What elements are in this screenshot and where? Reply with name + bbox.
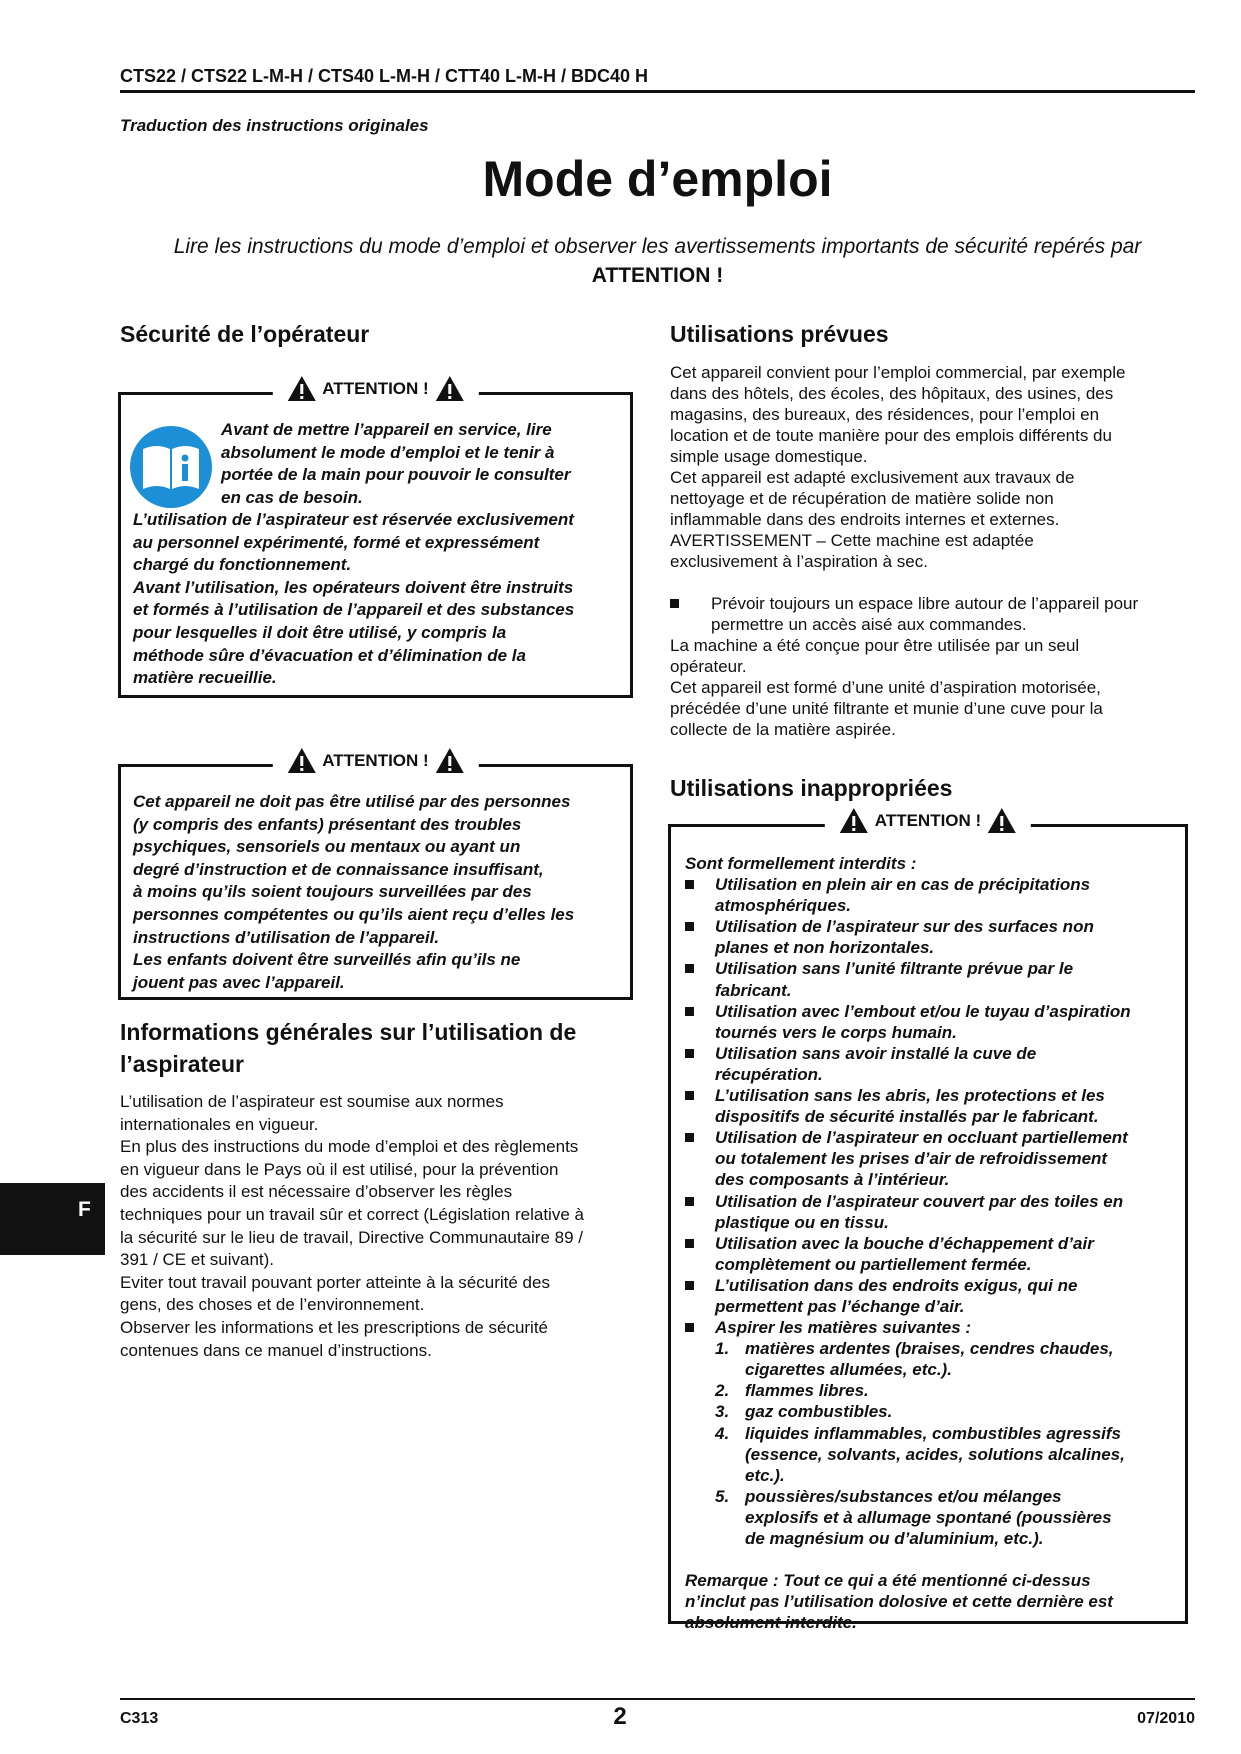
text-line: Prévoir toujours un espace libre autour de l’appareil pour — [711, 594, 1139, 613]
warning-label-text: ATTENTION ! — [322, 378, 429, 398]
bullet-square-icon — [685, 1049, 694, 1058]
text-line: opérateur. — [670, 657, 747, 676]
list-item — [670, 593, 1138, 635]
bullet-square-icon — [685, 1281, 694, 1290]
text-line: dans des hôtels, des écoles, des hôpitaux, des usines, des — [670, 384, 1114, 403]
children-warning-text — [133, 791, 574, 994]
warning-line: chargé du fonctionnement. — [133, 555, 352, 575]
list-item — [685, 1338, 1180, 1380]
text-line: internationales en vigueur. — [120, 1114, 319, 1134]
warning-label — [272, 375, 478, 402]
translation-note: Traduction des instructions originales — [120, 116, 429, 135]
text-line: magasins, des bureaux, des résidences, pour l’emploi en — [670, 405, 1100, 424]
item-number: 5. — [715, 1486, 730, 1506]
bullet-square-icon — [685, 1133, 694, 1142]
text-line: permettre un accès aisé aux commandes. — [711, 615, 1027, 634]
warning-triangle-icon — [286, 375, 316, 402]
warning-triangle-icon — [435, 375, 465, 402]
heading-line: l’aspirateur — [120, 1051, 244, 1077]
warning-line: à moins qu’ils soient toujours surveillées par des — [133, 882, 532, 902]
list-item — [685, 1127, 1180, 1190]
text-line: flammes libres. — [745, 1381, 869, 1401]
prohibited-list — [685, 874, 1180, 1338]
item-number: 4. — [715, 1423, 730, 1443]
text-line: des composants à l’intérieur. — [715, 1170, 950, 1190]
warning-line: portée de la main pour pouvoir le consulter — [221, 465, 571, 485]
text-line: complètement ou partiellement fermée. — [715, 1254, 1032, 1274]
document-date: 07/2010 — [1137, 1710, 1195, 1727]
text-line: Aspirer les matières suivantes : — [715, 1318, 972, 1338]
text-line: n’inclut pas l’utilisation dolosive et cette dernière est — [685, 1592, 1113, 1612]
text-line: récupération. — [715, 1064, 823, 1084]
text-line: matières ardentes (braises, cendres chaudes, — [745, 1339, 1114, 1359]
intro-emphasis: ATTENTION ! — [591, 264, 724, 287]
operator-safety-warning-box — [118, 378, 633, 698]
warning-line: absolument le mode d’emploi et le tenir à — [221, 442, 555, 462]
heading-line: Informations générales sur l’utilisation de — [120, 1019, 577, 1045]
list-item — [685, 1317, 1180, 1338]
warning-line: Les enfants doivent être surveillés afin qu’ils ne — [133, 950, 521, 970]
list-item — [685, 916, 1180, 958]
text-line: La machine a été conçue pour être utilisée par un seul — [670, 636, 1080, 655]
text-line: ou totalement les prises d’air de refroidissement — [715, 1149, 1108, 1169]
text-line: Cet appareil est adapté exclusivement aux travaux de — [670, 468, 1075, 487]
text-line: Utilisation avec la bouche d’échappement d’air — [715, 1233, 1094, 1253]
text-line: L’utilisation dans des endroits exigus, qui ne — [715, 1275, 1078, 1295]
list-item — [685, 1085, 1180, 1127]
improper-use-heading: Utilisations inappropriées — [670, 775, 953, 801]
bullet-square-icon — [685, 1323, 694, 1332]
bullet-square-icon — [685, 1007, 694, 1016]
warning-line: jouent pas avec l’appareil. — [133, 972, 345, 992]
bullet-square-icon — [685, 1197, 694, 1206]
text-line: Remarque : Tout ce qui a été mentionné ci-dessus — [685, 1571, 1091, 1591]
text-line: contenues dans ce manuel d’instructions. — [120, 1340, 432, 1360]
warning-line: Avant l’utilisation, les opérateurs doivent être instruits — [133, 577, 574, 597]
text-line: permettent pas l’échange d’air. — [715, 1296, 965, 1316]
general-info-text — [120, 1091, 584, 1362]
list-item — [685, 1233, 1180, 1275]
operator-safety-heading: Sécurité de l’opérateur — [120, 321, 370, 347]
warning-triangle-icon — [435, 747, 465, 774]
list-intro: Sont formellement interdits : — [685, 854, 917, 873]
text-line: 391 / CE et suivant). — [120, 1250, 275, 1270]
text-line: simple usage domestique. — [670, 447, 868, 466]
text-line: dispositifs de sécurité installés par le fabricant. — [715, 1107, 1099, 1127]
general-info-heading — [120, 1016, 576, 1080]
text-line: plastique ou en tissu. — [715, 1212, 889, 1232]
text-line: (essence, solvants, acides, solutions alcalines, — [745, 1444, 1125, 1464]
warning-line: (y compris des enfants) présentant des troubles — [133, 814, 522, 834]
warning-lines-indented — [221, 419, 571, 509]
text-line: absolument interdite. — [685, 1613, 857, 1633]
text-line: gens, des choses et de l’environnement. — [120, 1295, 425, 1315]
intended-use-heading: Utilisations prévues — [670, 321, 889, 347]
intended-use-text — [670, 362, 1138, 740]
hazardous-materials-list — [685, 1338, 1180, 1549]
text-line: Utilisation sans l’unité filtrante prévue par le — [715, 959, 1074, 979]
item-number: 3. — [715, 1402, 730, 1422]
list-item — [685, 1001, 1180, 1043]
improper-use-text — [685, 853, 1180, 1633]
language-tab-letter: F — [78, 1198, 91, 1221]
warning-label — [825, 807, 1031, 834]
text-line: Cet appareil convient pour l’emploi commercial, par exemple — [670, 363, 1126, 382]
item-number: 2. — [715, 1381, 730, 1401]
text-line: liquides inflammables, combustibles agressifs — [745, 1423, 1122, 1443]
warning-line: psychiques, sensoriels ou mentaux ou ayant un — [133, 837, 521, 857]
list-item — [685, 1275, 1180, 1317]
warning-label — [272, 747, 478, 774]
text-line: L’utilisation de l’aspirateur est soumise aux normes — [120, 1092, 504, 1111]
list-item — [685, 1423, 1180, 1486]
page-number: 2 — [613, 1703, 627, 1730]
bullet-square-icon — [685, 922, 694, 931]
text-line: nettoyage et de récupération de matière solide non — [670, 489, 1054, 508]
text-line: Cet appareil est formé d’une unité d’aspiration motorisée, — [670, 678, 1101, 697]
warning-line: pour lesquelles il doit être utilisé, y compris la — [133, 622, 507, 642]
list-item — [685, 1380, 1180, 1401]
warning-line: et formés à l’utilisation de l’appareil et des substances — [133, 600, 575, 620]
warning-line: degré d’instruction et de connaissance insuffisant, — [133, 859, 544, 879]
warning-line: au personnel expérimenté, formé et expressément — [133, 532, 540, 552]
text-line: gaz combustibles. — [745, 1402, 893, 1422]
warning-line: Cet appareil ne doit pas être utilisé par des personnes — [133, 792, 571, 811]
bullet-square-icon — [685, 964, 694, 973]
intended-use-bullets — [670, 593, 1138, 635]
improper-use-warning-box — [668, 810, 1188, 1633]
list-item — [685, 1486, 1180, 1549]
warning-triangle-icon — [286, 747, 316, 774]
text-line: des accidents il est nécessaire d’observer les règles — [120, 1182, 513, 1202]
text-line: fabricant. — [715, 980, 792, 1000]
warning-line: instructions d’utilisation de l’appareil. — [133, 927, 440, 947]
warning-line: méthode sûre d’évacuation et d’élimination de la — [133, 645, 526, 665]
item-number: 1. — [715, 1339, 730, 1359]
text-line: en vigueur dans le Pays où il est utilisé, pour la prévention — [120, 1159, 559, 1179]
text-line: exclusivement à l’aspiration à sec. — [670, 552, 928, 571]
text-line: Observer les informations et les prescriptions de sécurité — [120, 1317, 549, 1337]
text-line: techniques pour un travail sûr et correct (Législation relative à — [120, 1204, 584, 1224]
text-line: Utilisation en plein air en cas de précipitations — [715, 875, 1091, 895]
bullet-square-icon — [685, 880, 694, 889]
warning-lines-full — [133, 509, 574, 690]
warning-line: personnes compétentes ou qu’ils aient reçu d’elles les — [133, 904, 575, 924]
list-item — [685, 874, 1180, 916]
document-models-header: CTS22 / CTS22 L-M-H / CTS40 L-M-H / CTT40 L-M-H / BDC40 H — [120, 66, 649, 86]
text-line: L’utilisation sans les abris, les protections et les — [715, 1086, 1105, 1106]
document-code: C313 — [120, 1710, 159, 1727]
header-divider — [120, 90, 1195, 93]
children-warning-box — [118, 750, 633, 1000]
text-line: explosifs et à allumage spontané (poussières — [745, 1507, 1112, 1527]
intro-sentence: Lire les instructions du mode d’emploi et observer les avertissements importants de sécurité repérés par — [173, 235, 1142, 258]
text-line: planes et non horizontales. — [715, 938, 935, 958]
text-line: etc.). — [745, 1465, 785, 1485]
text-line: En plus des instructions du mode d’emploi et des règlements — [120, 1137, 579, 1157]
text-line: Utilisation sans avoir installé la cuve de — [715, 1043, 1037, 1063]
intro-text — [160, 232, 1155, 290]
text-line: poussières/substances et/ou mélanges — [745, 1486, 1062, 1506]
list-item — [685, 1043, 1180, 1085]
text-line: collecte de la matière aspirée. — [670, 720, 896, 739]
read-manual-icon — [129, 425, 213, 509]
warning-triangle-icon — [987, 807, 1017, 834]
text-line: précédée d’une unité filtrante et munie d’une cuve pour la — [670, 699, 1103, 718]
text-line: Utilisation avec l’embout et/ou le tuyau d’aspiration — [715, 1001, 1131, 1021]
warning-triangle-icon — [839, 807, 869, 834]
bullet-square-icon — [685, 1239, 694, 1248]
page-title: Mode d’emploi — [482, 151, 833, 207]
text-line: Eviter tout travail pouvant porter atteinte à la sécurité des — [120, 1272, 550, 1292]
bullet-square-icon — [670, 599, 679, 608]
text-line: AVERTISSEMENT – Cette machine est adaptée — [670, 531, 1034, 550]
warning-label-text: ATTENTION ! — [322, 750, 429, 770]
warning-line: en cas de besoin. — [221, 487, 363, 507]
text-line: cigarettes allumées, etc.). — [745, 1360, 952, 1380]
warning-line: L’utilisation de l’aspirateur est réservée exclusivement — [133, 510, 574, 529]
warning-line: Avant de mettre l’appareil en service, lire — [221, 420, 552, 439]
text-line: Utilisation de l’aspirateur couvert par des toiles en — [715, 1191, 1124, 1211]
text-line: de magnésium ou d’aluminium, etc.). — [745, 1529, 1044, 1548]
remark — [685, 1570, 1180, 1633]
list-item — [685, 1191, 1180, 1233]
text-line: Utilisation de l’aspirateur sur des surfaces non — [715, 917, 1094, 937]
text-line: location et de toute manière pour des emplois différents du — [670, 426, 1112, 445]
text-line: inflammable dans des endroits internes et externes. — [670, 510, 1060, 529]
text-line: tournés vers le corps humain. — [715, 1022, 957, 1042]
warning-label-text: ATTENTION ! — [874, 810, 982, 830]
list-item — [685, 1401, 1180, 1422]
list-item — [685, 958, 1180, 1000]
bullet-square-icon — [685, 1091, 694, 1100]
warning-line: matière recueillie. — [133, 668, 277, 688]
text-line: Utilisation de l’aspirateur en occluant partiellement — [715, 1128, 1128, 1148]
text-line: atmosphériques. — [715, 896, 852, 916]
text-line: la sécurité sur le lieu de travail, Directive Communautaire 89 / — [120, 1227, 583, 1247]
footer-divider — [120, 1698, 1195, 1700]
